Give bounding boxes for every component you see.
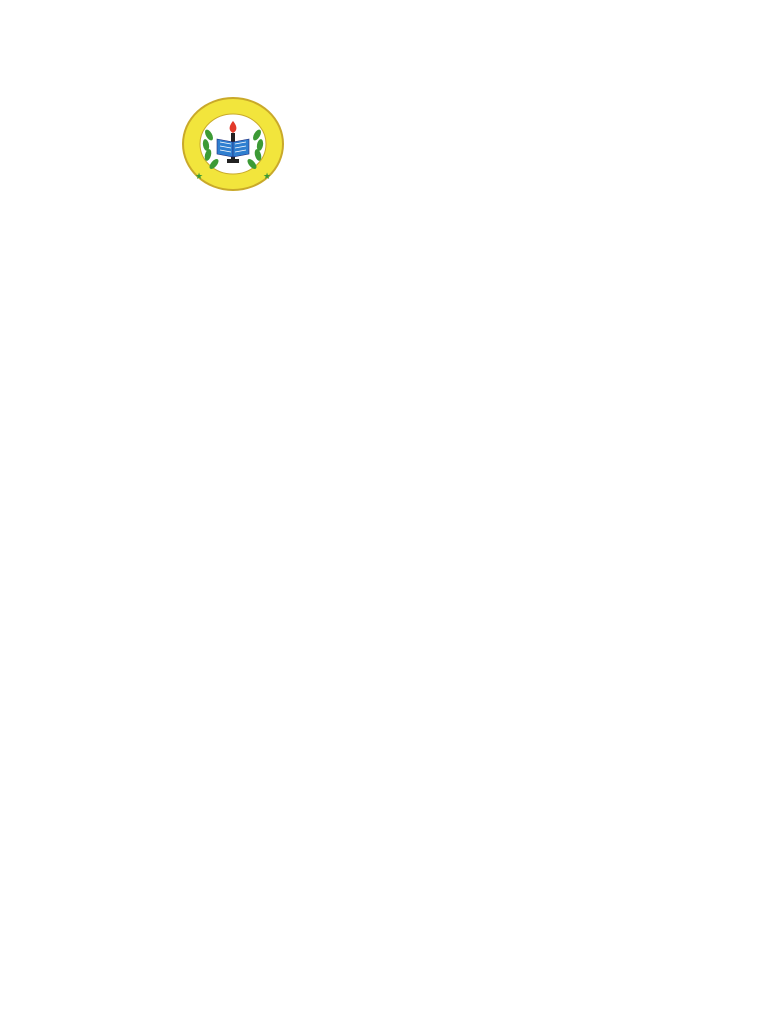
cv-column-header xyxy=(520,263,593,282)
seal-star-icon: ★ xyxy=(263,171,272,181)
grade-sheet-table xyxy=(62,224,687,942)
seal-star-icon: ★ xyxy=(195,171,204,181)
name-column-header xyxy=(62,224,285,282)
open-book-icon xyxy=(217,139,249,157)
school-seal-logo xyxy=(181,95,285,193)
ave-column-header xyxy=(473,263,520,282)
written-works-header xyxy=(285,224,593,263)
